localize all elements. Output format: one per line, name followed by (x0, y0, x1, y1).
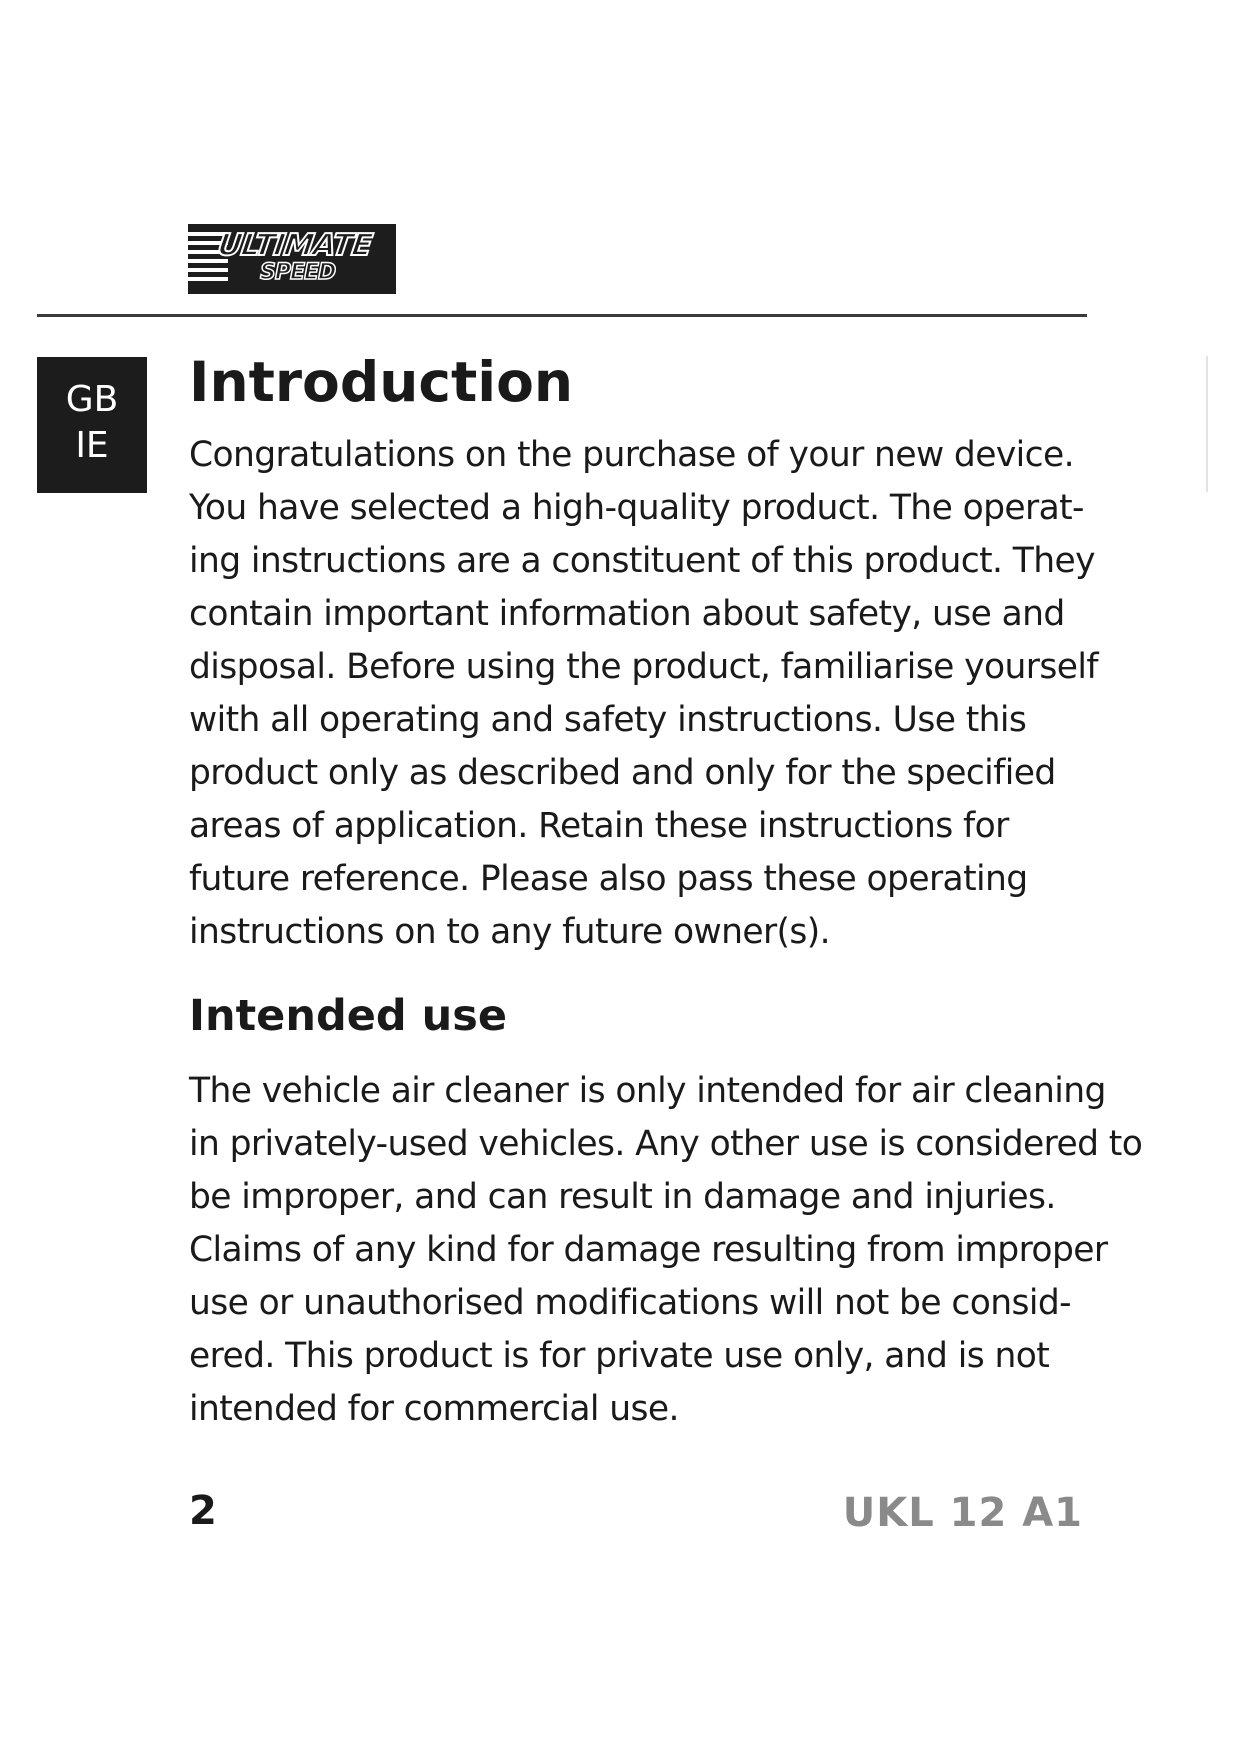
logo-text-speed: SPEED (260, 260, 336, 285)
introduction-heading: Introduction (189, 350, 574, 414)
lang-code-gb: GB (65, 379, 119, 420)
page-edge-mark (1206, 356, 1208, 492)
logo-text-ultimate: ULTIMATE (215, 228, 374, 263)
text-line: Congratulations on the purchase of your new device. (189, 435, 1075, 475)
text-line: The vehicle air cleaner is only intended for air cleaning (189, 1071, 1106, 1111)
text-line: in privately-used vehicles. Any other use is considered to (189, 1124, 1143, 1164)
intended-use-heading: Intended use (189, 991, 508, 1041)
text-line: You have selected a high-quality product. The operat- (189, 488, 1084, 528)
header-divider (37, 314, 1087, 317)
introduction-paragraph (189, 429, 1098, 959)
text-line: future reference. Please also pass these operating (189, 859, 1028, 899)
text-line: be improper, and can result in damage and injuries. (189, 1177, 1056, 1217)
text-line: disposal. Before using the product, familiarise yourself (189, 647, 1098, 687)
text-line: Claims of any kind for damage resulting from improper (189, 1230, 1108, 1270)
language-tab (37, 357, 147, 493)
text-line: ing instructions are a constituent of this product. They (189, 541, 1095, 581)
text-line: use or unauthorised modifications will not be consid- (189, 1283, 1071, 1323)
text-line: intended for commercial use. (189, 1389, 679, 1429)
text-line: areas of application. Retain these instructions for (189, 806, 1009, 846)
text-line: contain important information about safety, use and (189, 594, 1065, 634)
lang-code-ie: IE (75, 425, 109, 466)
text-line: product only as described and only for the specified (189, 753, 1056, 793)
text-line: instructions on to any future owner(s). (189, 912, 831, 952)
text-line: with all operating and safety instructions. Use this (189, 700, 1027, 740)
text-line: ered. This product is for private use only, and is not (189, 1336, 1050, 1376)
page-number: 2 (189, 1488, 217, 1534)
brand-logo (188, 224, 396, 294)
model-number: UKL 12 A1 (842, 1490, 1083, 1536)
intended-use-paragraph (189, 1065, 1142, 1436)
